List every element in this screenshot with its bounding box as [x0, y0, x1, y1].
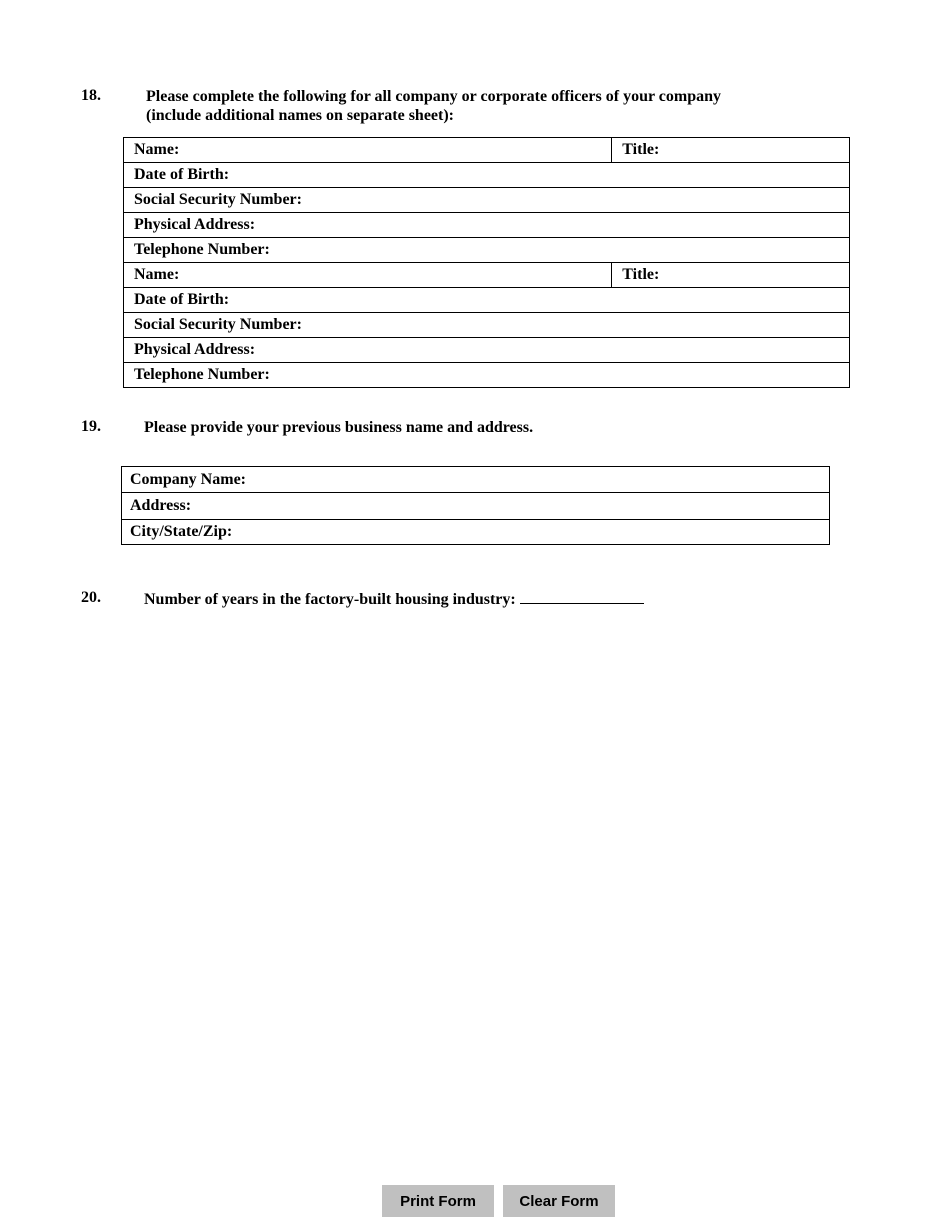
question-18-line1: Please complete the following for all company or corporate officers of your company — [146, 88, 721, 105]
officer-2-name-row — [124, 263, 850, 288]
officer-1-address-field[interactable] — [124, 213, 850, 238]
question-18-line2: (include additional names on separate sheet): — [146, 107, 454, 124]
years-in-industry-field[interactable] — [520, 589, 644, 604]
officer-1-name-label: Name: — [134, 141, 180, 158]
city-state-zip-field[interactable] — [122, 520, 830, 545]
officer-1-phone-field[interactable] — [124, 238, 850, 263]
officer-2-address-label: Physical Address: — [134, 341, 256, 358]
clear-form-button[interactable]: Clear Form — [503, 1185, 615, 1217]
officer-1-title-field[interactable] — [612, 138, 850, 163]
question-20-text — [144, 589, 644, 609]
question-18-text — [146, 87, 721, 125]
officer-2-ssn-label: Social Security Number: — [134, 316, 302, 333]
officer-1-name-field[interactable] — [124, 138, 612, 163]
officer-1-phone-label: Telephone Number: — [134, 241, 270, 258]
officers-table — [123, 137, 850, 388]
officer-1-title-label: Title: — [622, 141, 660, 158]
question-19-text: Please provide your previous business name and address. — [144, 419, 534, 436]
question-19-number: 19. — [81, 418, 101, 435]
officer-2-title-label: Title: — [622, 266, 660, 283]
company-name-field[interactable] — [122, 467, 830, 493]
officer-1-ssn-label: Social Security Number: — [134, 191, 302, 208]
question-20-label: Number of years in the factory-built housing industry: — [144, 591, 516, 608]
officer-2-ssn-field[interactable] — [124, 313, 850, 338]
company-name-label: Company Name: — [130, 470, 246, 488]
officer-1-ssn-field[interactable] — [124, 188, 850, 213]
previous-address-label: Address: — [130, 497, 192, 514]
officer-1-address-label: Physical Address: — [134, 216, 256, 233]
officer-2-name-field[interactable] — [124, 263, 612, 288]
question-18-number: 18. — [81, 87, 101, 104]
officer-2-title-field[interactable] — [612, 263, 850, 288]
officer-1-dob-field[interactable] — [124, 163, 850, 188]
print-form-button[interactable]: Print Form — [382, 1185, 494, 1217]
officer-2-name-label: Name: — [134, 266, 180, 283]
officer-2-phone-label: Telephone Number: — [134, 366, 270, 383]
previous-address-field[interactable] — [122, 493, 830, 520]
officer-2-dob-field[interactable] — [124, 288, 850, 313]
previous-business-table — [121, 466, 830, 545]
officer-2-dob-label: Date of Birth: — [134, 291, 230, 308]
officer-1-name-row — [124, 138, 850, 163]
officer-1-dob-label: Date of Birth: — [134, 166, 230, 183]
officer-2-address-field[interactable] — [124, 338, 850, 363]
officer-2-phone-field[interactable] — [124, 363, 850, 388]
question-20-number: 20. — [81, 589, 101, 606]
city-state-zip-label: City/State/Zip: — [130, 523, 233, 540]
